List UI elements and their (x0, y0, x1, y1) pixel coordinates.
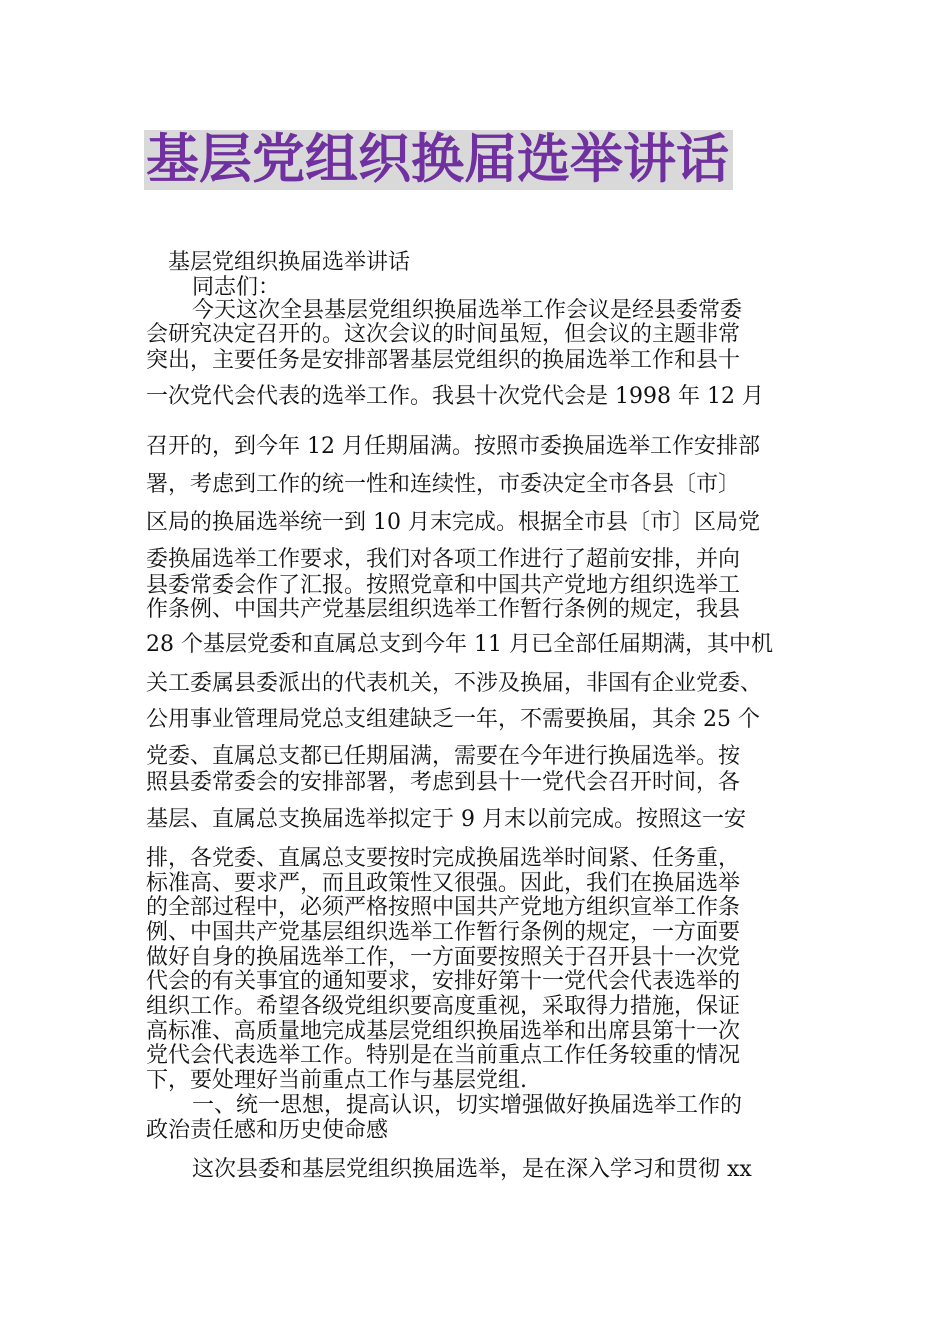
text-line: 高标准、高质量地完成基层党组织换届选举和出席县第十一次 (146, 1019, 741, 1044)
subtitle-line: 基层党组织换届选举讲话 (168, 250, 411, 275)
salutation-line: 同志们： (192, 275, 281, 300)
text-line: 署，考虑到工作的统一性和连续性，市委决定全市各县〔市〕 (146, 472, 741, 497)
text-line: 今天这次全县基层党组织换届选举工作会议是经县委常委 (192, 298, 743, 323)
text-line: 28 个基层党委和直属总支到今年 11 月已全部任届期满，其中机 (146, 632, 773, 657)
text-line: 公用事业管理局党总支组建缺乏一年，不需要换届，其余 25 个 (146, 707, 760, 732)
text-line: 做好自身的换届选举工作，一方面要按照关于召开县十一次党 (146, 945, 741, 970)
text-line: 照县委常委会的安排部署，考虑到县十一党代会召开时间，各 (146, 770, 741, 795)
text-line: 基层、直属总支换届选举拟定于 9 月末以前完成。按照这一安 (146, 807, 746, 832)
text-line: 这次县委和基层党组织换届选举，是在深入学习和贯彻 xx (192, 1157, 752, 1182)
document-title: 基层党组织换届选举讲话 (144, 130, 733, 190)
text-line: 召开的，到今年 12 月任期届满。按照市委换届选举工作安排部 (146, 434, 760, 459)
text-line: 突出，主要任务是安排部署基层党组织的换届选举工作和县十 (146, 348, 741, 373)
text-line: 下，要处理好当前重点工作与基层党组. (146, 1068, 527, 1093)
text-line: 委换届选举工作要求，我们对各项工作进行了超前安排，并向 (146, 547, 741, 572)
section-heading: 政治责任感和历史使命感 (146, 1118, 389, 1143)
text-line: 关工委属县委派出的代表机关，不涉及换届，非国有企业党委、 (146, 671, 763, 696)
text-line: 排，各党委、直属总支要按时完成换届选举时间紧、任务重， (146, 846, 741, 871)
text-line: 代会的有关事宜的通知要求，安排好第十一党代会代表选举的 (146, 969, 741, 994)
text-line: 作条例、中国共产党基层组织选举工作暂行条例的规定，我县 (146, 597, 741, 622)
text-line: 的全部过程中，必须严格按照中国共产党地方组织宣举工作条 (146, 895, 741, 920)
text-line: 会研究决定召开的。这次会议的时间虽短，但会议的主题非常 (146, 322, 741, 347)
text-line: 例、中国共产党基层组织选举工作暂行条例的规定，一方面要 (146, 920, 741, 945)
text-line: 县委常委会作了汇报。按照党章和中国共产党地方组织选举工 (146, 573, 741, 598)
text-line: 区局的换届选举统一到 10 月末完成。根据全市县〔市〕区局党 (146, 510, 760, 535)
text-line: 党代会代表选举工作。特别是在当前重点工作任务较重的情况 (146, 1043, 741, 1068)
section-heading: 一、统一思想，提高认识，切实增强做好换届选举工作的 (192, 1093, 743, 1118)
text-line: 一次党代会代表的选举工作。我县十次党代会是 1998 年 12 月 (146, 384, 764, 409)
text-line: 组织工作。希望各级党组织要高度重视，采取得力措施，保证 (146, 994, 741, 1019)
text-line: 标准高、要求严，而且政策性又很强。因此，我们在换届选举 (146, 871, 741, 896)
text-line: 党委、直属总支都已任期届满，需要在今年进行换届选举。按 (146, 744, 741, 769)
